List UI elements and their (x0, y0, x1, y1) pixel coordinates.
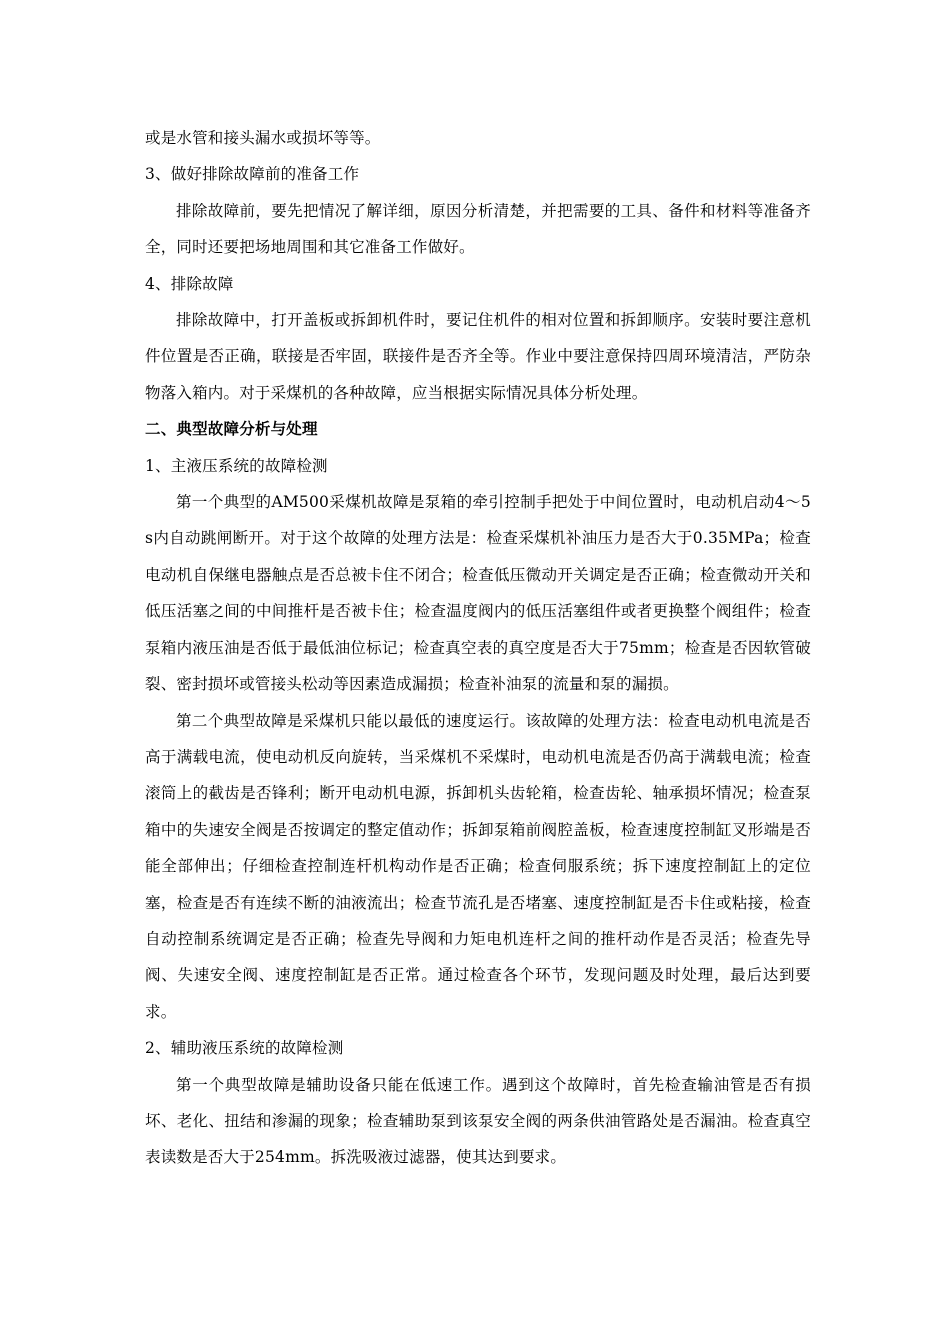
paragraph-auxiliary-fault-1: 第一个典型故障是辅助设备只能在低速工作。遇到这个故障时，首先检查输油管是否有损坏、老化、扭结和渗漏的现象；检查辅助泵到该泵安全阀的两条供油管路处是否漏油。检查真空表读数是否大于254mm。拆洗吸液过滤器，使其达到要求。 (145, 1075, 811, 1167)
subheading-auxiliary-hydraulic: 2、辅助液压系统的故障检测 (145, 1039, 344, 1058)
subheading-troubleshoot: 4、排除故障 (145, 274, 234, 293)
paragraph-continued: 或是水管和接头漏水或损坏等等。 (145, 129, 381, 147)
paragraph-prepare-work: 排除故障前，要先把情况了解详细，原因分析清楚，并把需要的工具、备件和材料等准备齐全，同时还要把场地周围和其它准备工作做好。 (145, 201, 811, 257)
subheading-prepare-work: 3、做好排除故障前的准备工作 (145, 165, 360, 184)
document-page (145, 120, 811, 1176)
paragraph-main-fault-2: 第二个典型故障是采煤机只能以最低的速度运行。该故障的处理方法：检查电动机电流是否高于满载电流，使电动机反向旋转，当采煤机不采煤时，电动机电流是否仍高于满载电流；检查滚筒上的截齿是否锋利；断开电动机电源，拆卸机头齿轮箱，检查齿轮、轴承损坏情况；检查泵箱中的失速安全阀是否按调定的整定值动作；拆卸泵箱前阀腔盖板，检查速度控制缸叉形端是否能全部伸出；仔细检查控制连杆机构动作是否正确；检查伺服系统；拆下速度控制缸上的定位塞，检查是否有连续不断的油液流出；检查节流孔是否堵塞、速度控制缸是否卡住或粘接，检查自动控制系统调定是否正确；检查先导阀和力矩电机连杆之间的推杆动作是否灵活；检查先导阀、失速安全阀、速度控制缸是否正常。通过检查各个环节，发现问题及时处理，最后达到要求。 (145, 711, 811, 1021)
paragraph-troubleshoot: 排除故障中，打开盖板或拆卸机件时，要记住机件的相对位置和拆卸顺序。安装时要注意机件位置是否正确，联接是否牢固，联接件是否齐全等。作业中要注意保持四周环境清洁，严防杂物落入箱内。对于采煤机的各种故障，应当根据实际情况具体分析处理。 (145, 311, 811, 402)
paragraph-main-fault-1: 第一个典型的AM500采煤机故障是泵箱的牵引控制手把处于中间位置时，电动机启动4～5s内自动跳闸断开。对于这个故障的处理方法是：检查采煤机补油压力是否大于0.35MPa；检查电动机自保继电器触点是否总被卡住不闭合；检查低压微动开关调定是否正确；检查微动开关和低压活塞之间的中间推杆是否被卡住；检查温度阀内的低压活塞组件或者更换整个阀组件；检查泵箱内液压油是否低于最低油位标记；检查真空表的真空度是否大于75mm；检查是否因软管破裂、密封损坏或管接头松动等因素造成漏损；检查补油泵的流量和泵的漏损。 (145, 493, 811, 694)
section-heading-typical-faults: 二、典型故障分析与处理 (145, 419, 318, 439)
subheading-main-hydraulic: 1、主液压系统的故障检测 (145, 456, 328, 475)
